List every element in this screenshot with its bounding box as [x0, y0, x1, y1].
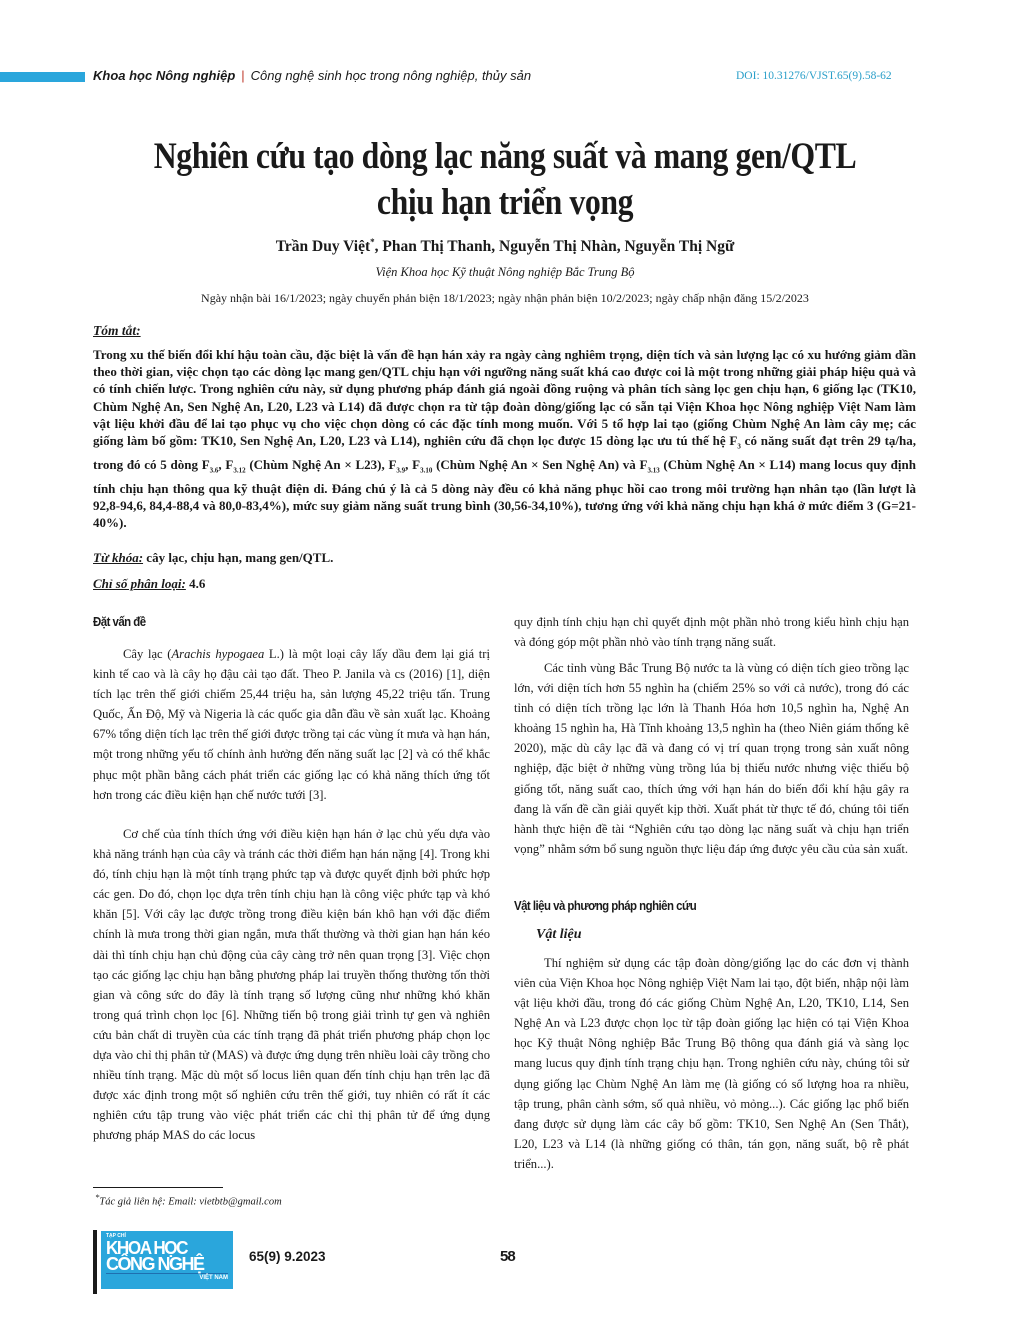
abstract-part: (Chùm Nghệ An × L14) mang locus quy định tính chịu hạn thông qua kỹ thuật điện di. Đáng chú ý là cả 5 dòng này đều có khả năng phục hồi cao trong môi trường hạn nhân tạo (lần lượt là 92,8-94,6, 84,4-88,4 và 80,0-83,4%), mức suy giảm năng suất trung bình (30,56-34,10%), tương ứng với khả năng chịu hạn khá ở mức điểm 3 (G=21-40%).	[93, 456, 916, 531]
paragraph-1	[93, 644, 490, 805]
paragraph-2-continued: quy định tính chịu hạn chỉ quyết định một phần nhỏ trong kiểu hình chịu hạn và đóng góp một phần nhỏ vào tính trạng năng suất.	[514, 615, 909, 650]
header-section: Khoa học Nông nghiệp	[93, 68, 236, 83]
abstract-part: Trong xu thế biến đổi khí hậu toàn cầu, đặc biệt là vấn đề hạn hán xảy ra ngày càng nghiêm trọng, diện tích và sản lượng lạc có xu hướng giảm dần theo thời gian, việc chọn tạo các dòng lạc mang gen/QTL chịu hạn với ngưỡng năng suất khá cao được coi là một trong những giải pháp hiệu quả và có tính chiến lược. Trong nghiên cứu này, sử dụng phương pháp đánh giá ngoài đồng ruộng và phân tích sàng lọc gen chịu hạn, 6 giống lạc (TK10, Chùm Nghệ An, Sen Nghệ An, L20, L23 và L14) đã được chọn ra từ tập đoàn dòng/giống lạc có sẵn tại Viện Khoa học Nông nghiệp Việt Nam làm vật liệu khởi đầu để lai tạo phục vụ cho việc chọn dòng có các đặc tính mong muốn. Với 5 tổ hợp lai tạo (giống Chùm Nghệ An làm cây mẹ; các giống làm bố gồm: TK10, Sen Nghệ An, L20, L23 và L14), nghiên cứu đã chọn lọc được 15 dòng lạc ưu tú thế hệ F	[93, 347, 916, 449]
abstract-part: (Chùm Nghệ An × Sen Nghệ An) và F	[432, 456, 648, 472]
issue-number: 65(9) 9.2023	[249, 1249, 326, 1264]
submission-dates: Ngày nhận bài 16/1/2023; ngày chuyển phản biện 18/1/2023; ngày nhận phản biện 10/2/2023; ngày chấp nhận đăng 15/2/2023	[201, 291, 809, 305]
corresponding-author: Trần Duy Việt	[275, 238, 371, 256]
corresponding-mark: *	[370, 237, 375, 247]
footnote-divider	[93, 1187, 223, 1188]
classification-label: Chỉ số phân loại:	[93, 576, 186, 591]
subscript: 3	[737, 442, 741, 451]
footer-accent-rule	[93, 1230, 97, 1294]
paragraph-3: Các tỉnh vùng Bắc Trung Bộ nước ta là vùng có diện tích gieo trồng lạc lớn, với diện tích hơn 55 nghìn ha (chiếm 25% so với cả nước), trong đó các tỉnh có diện tích trồng lạc lớn là Thanh Hóa hơn 10,5 nghìn ha, Nghệ An khoảng 15 nghìn ha, Hà Tĩnh khoảng 13,5 nghìn ha (theo Niên giám thống kê 2020), mặc dù cây lạc đã và đang có vị trí quan trọng trong sản xuất nông nghiệp, đặc biệt ở những vùng trồng lúa bị thiếu nước nhưng việc thiếu bộ giống tốt, năng suất cao, thích ứng với hạn hán do biến đổi khí hậu gây ra đang là vấn đề cần giải quyết kịp thời. Xuất phát từ thực tế đó, chúng tôi tiến hành thực hiện đề tài “Nghiên cứu tạo dòng lạc năng suất và chịu hạn triển vọng” nhằm sớm bổ sung nguồn thực liệu đáp ứng được yêu cầu của sản xuất.	[514, 661, 909, 856]
section-heading-materials-methods: Vật liệu và phương pháp nghiên cứu	[514, 898, 697, 913]
subscript: 3.13	[647, 466, 660, 475]
logo-line-1: KHOA HỌC	[106, 1238, 188, 1258]
paragraph-2: Cơ chế của tính thích ứng với điều kiện hạn hán ở lạc chủ yếu dựa vào khả năng tránh hạn của cây và tránh các thời điểm hạn hán nặng [4]. Trong khi đó, tính chịu hạn là một tính trạng phức tạp và được quyết định bởi phức hợp các gen. Do đó, chọn lọc dựa trên tính chịu hạn là công việc phức tạp và khó khăn [5]. Với cây lạc được trồng trong điều kiện bán khô hạn với đặc điểm chính là mưa trong thời gian ngắn, mưa thất thường và thời gian hạn hán kéo dài thì tính chịu hạn chủ động của cây càng trở nên quan trọng [3]. Việc chọn tạo các giống lạc chịu hạn bằng phương pháp lai truyền thống thường tốn thời gian và công sức do đây là tính trạng số lượng cũng như những khó khăn trong quá trình chọn lọc [6]. Những tiến bộ trong giải trình tự gen và nghiên cứu bản chất di truyền của các tính trạng đã phát triển phương pháp chọn lọc dựa vào chỉ thị phân tử (MAS) và được ứng dụng trên nhiều loài cây trồng cho nhiều tính trạng. Mặc dù một số locus liên quan đến tính chịu hạn trên lạc đã được xác định trong một số nghiên cứu trên thế giới, tuy nhiên có rất ít các nghiên cứu tập trung vào việc phát triển các chỉ thị phân tử để ứng dụng phương pháp MAS do các locus	[93, 827, 490, 1143]
page-number: 58	[500, 1248, 515, 1265]
header-accent-bar	[0, 72, 85, 82]
footnote-text: Tác giả liên hệ: Email: vietbtb@gmail.com	[99, 1196, 282, 1208]
abstract-label: Tóm tắt:	[93, 323, 141, 338]
affiliation: Viện Khoa học Kỹ thuật Nông nghiệp Bắc Trung Bộ	[375, 265, 635, 279]
text: L.) là một loại cây lấy dầu đem lại giá trị kinh tế cao và là cây họ đậu cải tạo đất. Theo P. Janila và cs (2016) [1], diện tích lạc trên thế giới chiếm 25,44 triệu ha, sản lượng 45,22 triệu tấn. Trung Quốc, Ấn Độ, Mỹ và Nigeria là các quốc gia dẫn đầu về sản xuất lạc. Khoảng 67% tổng diện tích lạc trên thế giới được trồng tại các vùng ít mưa và hạn hán, một trong những yếu tố chính ảnh hưởng đến năng suất lạc [2] và có thể khắc phục một phần bằng cách phát triển các giống lạc có khả năng thích ứng tốt hơn trong các điều kiện hạn chế nước tưới [3].	[93, 647, 490, 802]
logo-top-text: TẠP CHÍ	[106, 1233, 126, 1239]
subscript: 3.9	[396, 466, 406, 475]
co-authors: , Phan Thị Thanh, Nguyễn Thị Nhàn, Nguyễn Thị Ngữ	[374, 238, 735, 256]
article-title	[122, 134, 887, 226]
keywords-label: Từ khóa:	[93, 550, 144, 565]
classification	[93, 576, 205, 592]
section-heading-introduction: Đặt vấn đề	[93, 614, 146, 629]
abstract-part: , F	[405, 456, 421, 472]
title-line-1: Nghiên cứu tạo dòng lạc năng suất và mang gen/QTL	[153, 136, 857, 177]
running-header	[93, 68, 531, 83]
abstract-part: , F	[218, 456, 234, 472]
abstract-text	[93, 346, 916, 531]
subscript: 3.12	[233, 466, 246, 475]
header-subsection: Công nghệ sinh học trong nông nghiệp, thủy sản	[250, 68, 532, 83]
keywords-value: cây lạc, chịu hạn, mang gen/QTL.	[143, 550, 334, 565]
subscript: 3.10	[420, 466, 433, 475]
title-line-2: chịu hạn triển vọng	[376, 182, 634, 223]
footnote-mark: *	[95, 1192, 100, 1202]
logo-line-2: CÔNG NGHỆ	[106, 1254, 204, 1274]
species-name: Arachis hypogaea	[171, 647, 265, 661]
text: Cây lạc (	[123, 647, 172, 661]
doi-link[interactable]: DOI: 10.31276/VJST.65(9).58-62	[736, 70, 892, 82]
subsection-heading-materials: Vật liệu	[536, 927, 582, 942]
authors	[0, 237, 1010, 256]
footnote	[95, 1192, 282, 1208]
abstract-part: có năng suất đạt trên 29 tạ/ha, trong đó có 5 dòng F	[93, 433, 916, 472]
abstract-part: (Chùm Nghệ An × L23), F	[245, 456, 397, 472]
journal-logo	[101, 1231, 233, 1289]
classification-value: 4.6	[185, 576, 206, 591]
logo-bottom-text: VIỆT NAM	[106, 1273, 228, 1281]
keywords	[93, 550, 333, 566]
paragraph-4: Thí nghiệm sử dụng các tập đoàn dòng/giống lạc do các đơn vị thành viên của Viện Khoa học Nông nghiệp Việt Nam lai tạo, đột biến, nhập nội làm vật liệu khởi đầu, trong đó các giống Chùm Nghệ An, L20, TK10, L14, Sen Nghệ An và L23 được chọn lọc từ tập đoàn giống lạc hiện có tại Viện Khoa học Kỹ thuật Nông nghiệp Bắc Trung Bộ thông qua đánh giá và sàng lọc mang lucus quy định tính trạng chịu hạn. Trong nghiên cứu này, chúng tôi sử dụng giống lạc Chùm Nghệ An làm mẹ (là giống có số lượng hoa ra nhiều, tập trung, phân cành sớm, số quả nhiều, vỏ mỏng...). Các giống lạc phổ biến đang được sử dụng làm các cây bố gồm: TK10, Sen Nghệ An (Sen Thắt), L20, L23 và L14 (là những giống có thân, tán gọn, năng suất, bộ rễ phát triển...).	[514, 956, 909, 1171]
header-separator: |	[241, 68, 245, 83]
subscript: 3.6	[209, 466, 219, 475]
